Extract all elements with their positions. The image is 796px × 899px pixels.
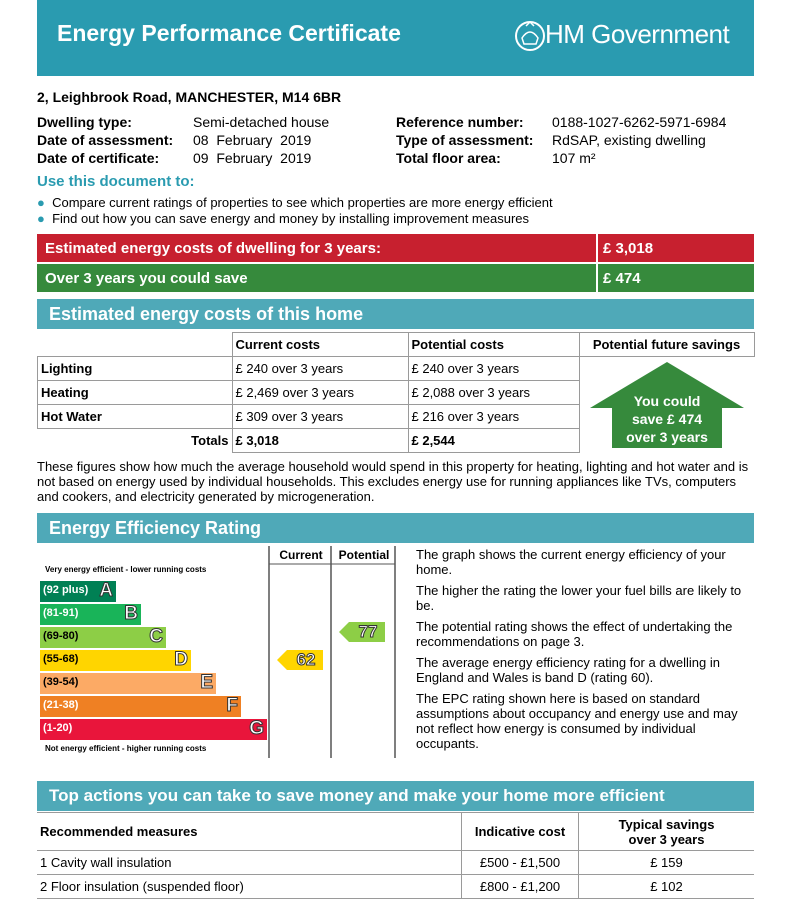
row-label: Hot Water xyxy=(38,405,233,429)
row-label: Heating xyxy=(38,381,233,405)
assessment-date-value: 08 February 2019 xyxy=(193,132,312,148)
savings-label: Over 3 years you could save xyxy=(45,270,248,287)
measure-cell: 2 Floor insulation (suspended floor) xyxy=(37,875,462,899)
document-title: Energy Performance Certificate xyxy=(57,20,401,46)
use-document-bullet: ● Compare current ratings of properties to see which properties are more energy efficient xyxy=(37,195,553,210)
bullet-icon: ● xyxy=(37,211,45,226)
actions-section-title: Top actions you can take to save money and make your home more efficient xyxy=(49,786,665,805)
total-potential: £ 2,544 xyxy=(408,429,579,453)
rating-paragraph: The higher the rating the lower your fuel bills are likely to be. xyxy=(416,583,742,613)
certificate-date-label: Date of certificate: xyxy=(37,150,160,166)
savings-header: Typical savings over 3 years xyxy=(579,813,755,851)
dwelling-type-label: Dwelling type: xyxy=(37,114,132,130)
dwelling-type-value: Semi-detached house xyxy=(193,114,330,130)
current-column-header: Current xyxy=(279,548,323,562)
band-range: (55-68) xyxy=(43,653,79,665)
band-range: (1-20) xyxy=(43,722,73,734)
header-banner xyxy=(37,0,754,76)
band-letter: F xyxy=(226,695,238,716)
potential-cost-cell: £ 2,088 over 3 years xyxy=(408,381,579,405)
hm-government-logo: HM Government xyxy=(545,19,730,49)
potential-costs-header: Potential costs xyxy=(408,333,579,357)
rating-band-c xyxy=(40,627,166,648)
rating-paragraph: The potential rating shows the effect of undertaking the recommendations on page 3. xyxy=(416,619,733,649)
current-cost-cell: £ 309 over 3 years xyxy=(232,405,408,429)
current-rating-marker: 62 xyxy=(277,650,323,670)
table-row xyxy=(37,875,754,899)
table-row xyxy=(37,851,754,875)
rating-paragraph: The EPC rating shown here is based on standard assumptions about occupancy and energy use and may not reflect how energy is consumed by individual occupants. xyxy=(416,691,738,751)
savings-arrow-text: You could save £ 474 over 3 years xyxy=(626,393,708,445)
actions-table xyxy=(37,812,754,899)
band-range: (69-80) xyxy=(43,630,79,642)
band-letter: B xyxy=(124,603,138,624)
current-cost-cell: £ 2,469 over 3 years xyxy=(232,381,408,405)
actions-section-header xyxy=(37,781,754,811)
rating-band-b xyxy=(40,604,141,625)
rating-section-title: Energy Efficiency Rating xyxy=(49,518,262,538)
band-letter: G xyxy=(249,718,264,739)
total-current: £ 3,018 xyxy=(232,429,408,453)
bullet-icon: ● xyxy=(37,195,45,210)
estimated-cost-banner xyxy=(37,234,754,262)
reference-label: Reference number: xyxy=(396,114,524,130)
estimated-cost-value: £ 3,018 xyxy=(603,240,654,257)
band-range: (21-38) xyxy=(43,699,79,711)
assessment-type-label: Type of assessment: xyxy=(396,132,534,148)
measure-cell: 1 Cavity wall insulation xyxy=(37,851,462,875)
energy-rating-chart xyxy=(37,546,397,758)
assessment-date-label: Date of assessment: xyxy=(37,132,174,148)
measures-header: Recommended measures xyxy=(37,813,462,851)
assessment-type-value: RdSAP, existing dwelling xyxy=(552,132,706,148)
potential-column-header: Potential xyxy=(338,548,390,562)
rating-section-header xyxy=(37,513,754,543)
costs-section-header xyxy=(37,299,754,329)
top-caption: Very energy efficient - lower running costs xyxy=(45,565,207,574)
property-address: 2, Leighbrook Road, MANCHESTER, M14 6BR xyxy=(37,89,342,105)
floor-area-label: Total floor area: xyxy=(396,150,501,166)
savings-cell: £ 159 xyxy=(579,851,755,875)
costs-section-title: Estimated energy costs of this home xyxy=(49,304,364,324)
row-label: Lighting xyxy=(38,357,233,381)
rating-paragraph: The graph shows the current energy efficiency of your home. xyxy=(416,547,726,577)
cost-cell: £500 - £1,500 xyxy=(462,851,579,875)
band-letter: C xyxy=(149,626,163,647)
rating-band-a xyxy=(40,581,116,602)
table-header-row xyxy=(38,333,755,357)
future-savings-header: Potential future savings xyxy=(579,333,754,357)
band-range: (81-91) xyxy=(43,607,79,619)
savings-banner xyxy=(37,264,754,292)
rating-band-d xyxy=(40,650,191,671)
band-letter: A xyxy=(99,580,113,601)
cost-cell: £800 - £1,200 xyxy=(462,875,579,899)
band-letter: D xyxy=(174,649,188,670)
current-costs-header: Current costs xyxy=(232,333,408,357)
certificate-date-value: 09 February 2019 xyxy=(193,150,312,166)
reference-value: 0188-1027-6262-5971-6984 xyxy=(552,114,727,130)
use-document-heading: Use this document to: xyxy=(37,173,195,190)
bottom-caption: Not energy efficient - higher running costs xyxy=(45,744,207,753)
potential-rating-marker: 77 xyxy=(339,622,385,642)
band-letter: E xyxy=(200,672,213,693)
rating-band-e xyxy=(40,673,216,694)
band-range: (39-54) xyxy=(43,676,79,688)
current-cost-cell: £ 240 over 3 years xyxy=(232,357,408,381)
savings-cell: £ 102 xyxy=(579,875,755,899)
divider xyxy=(596,234,598,262)
rating-explanation xyxy=(416,547,756,757)
savings-value: £ 474 xyxy=(603,270,641,287)
rating-band-f xyxy=(40,696,241,717)
rating-band-g xyxy=(40,719,267,740)
use-document-bullet: ● Find out how you can save energy and money by installing improvement measures xyxy=(37,211,530,226)
potential-cost-cell: £ 240 over 3 years xyxy=(408,357,579,381)
savings-arrow xyxy=(590,362,744,448)
estimated-cost-label: Estimated energy costs of dwelling for 3 years: xyxy=(45,240,381,257)
divider xyxy=(596,264,598,292)
rating-paragraph: The average energy efficiency rating for a dwelling in England and Wales is band D (rating 60). xyxy=(416,655,720,685)
band-range: (92 plus) xyxy=(43,584,89,596)
table-header-row xyxy=(37,813,754,851)
costs-note: These figures show how much the average household would spend in this property for heating, lighting and hot water and is not based on energy used by individual households. This excludes energy use for running appliances like TVs, computers and cookers, and electricity generated by microgeneration. xyxy=(37,459,749,504)
royal-crest-icon xyxy=(510,18,550,54)
potential-cost-cell: £ 216 over 3 years xyxy=(408,405,579,429)
cost-header: Indicative cost xyxy=(462,813,579,851)
totals-label: Totals xyxy=(38,429,233,453)
floor-area-value: 107 m² xyxy=(552,150,596,166)
